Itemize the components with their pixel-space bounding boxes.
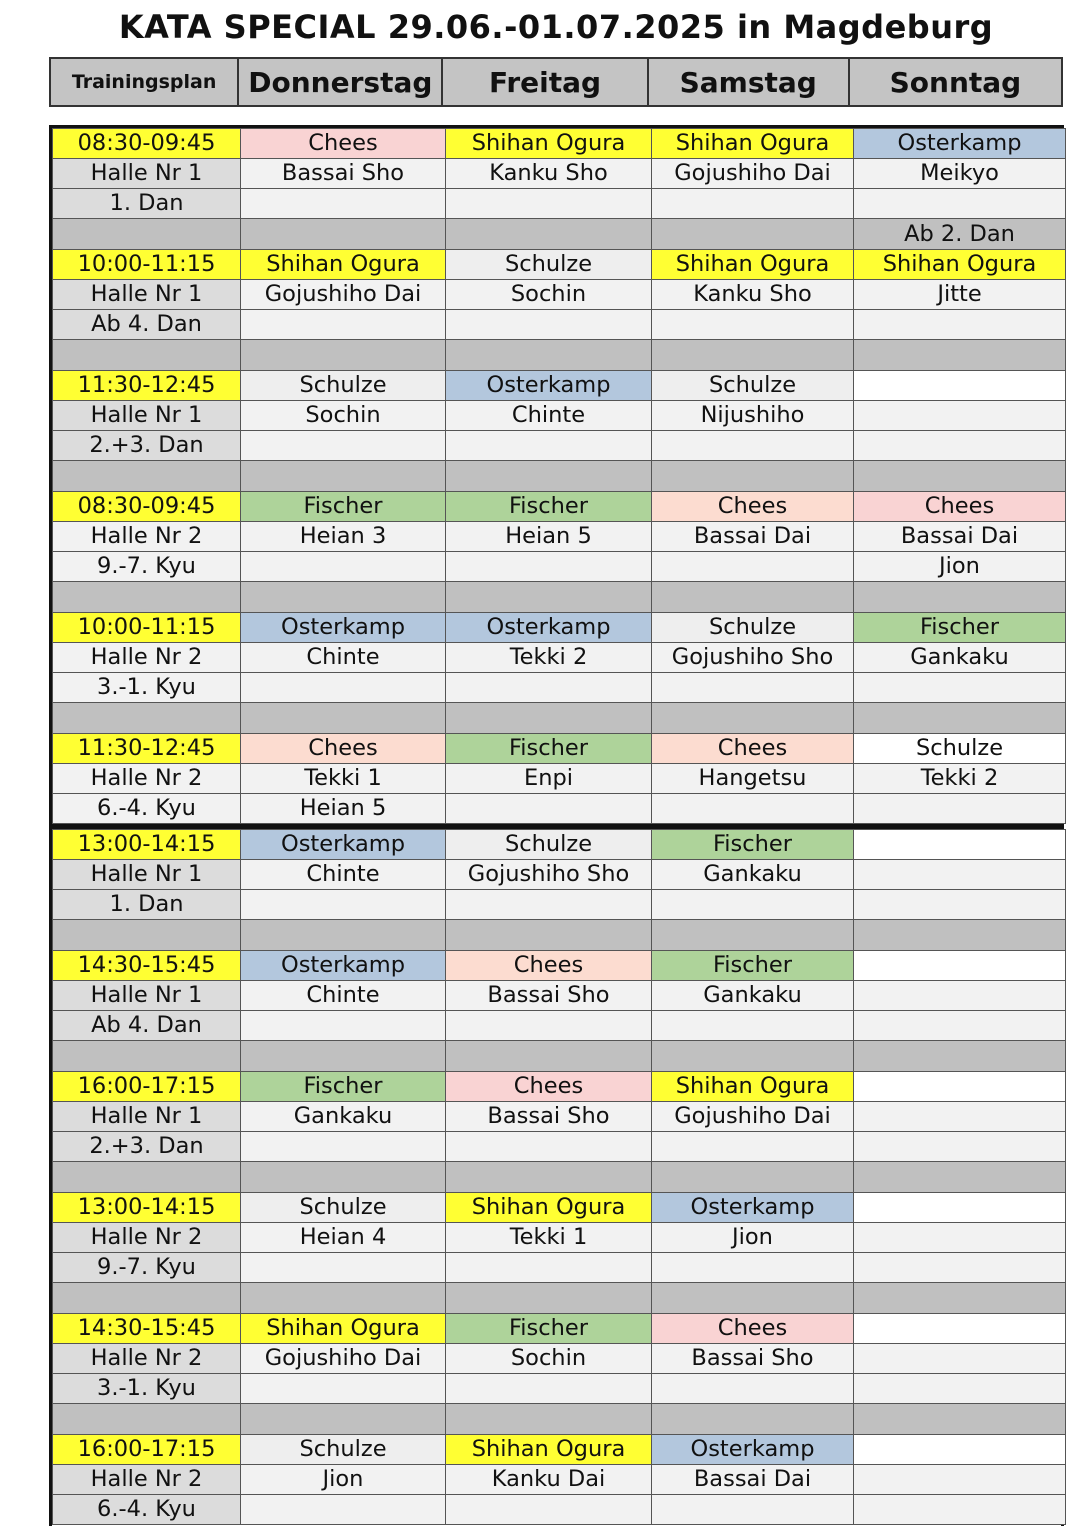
trainer-samstag: Chees <box>652 1314 854 1344</box>
trainer-sonntag <box>854 1314 1066 1344</box>
extra-freitag <box>446 1132 652 1162</box>
trainer-sonntag <box>854 1193 1066 1223</box>
level-label: 2.+3. Dan <box>53 431 241 461</box>
extra-donnerstag: Heian 5 <box>241 794 446 824</box>
trainer-samstag: Osterkamp <box>652 1193 854 1223</box>
kata-sonntag <box>854 981 1066 1011</box>
kata-donnerstag: Tekki 1 <box>241 764 446 794</box>
extra-donnerstag <box>241 1253 446 1283</box>
trainer-sonntag: Fischer <box>854 613 1066 643</box>
separator-row <box>53 340 1066 371</box>
session-trainer-row <box>53 129 1066 159</box>
extra-sonntag <box>854 189 1066 219</box>
level-label: 6.-4. Kyu <box>53 794 241 824</box>
kata-donnerstag: Chinte <box>241 981 446 1011</box>
time-slot: 16:00-17:15 <box>53 1435 241 1465</box>
hall-label: Halle Nr 1 <box>53 159 241 189</box>
trainer-donnerstag: Osterkamp <box>241 951 446 981</box>
trainer-donnerstag: Fischer <box>241 1072 446 1102</box>
kata-samstag: Nijushiho <box>652 401 854 431</box>
extra-samstag <box>652 673 854 703</box>
separator-samstag <box>652 340 854 371</box>
separator-row <box>53 582 1066 613</box>
trainer-samstag: Fischer <box>652 951 854 981</box>
kata-sonntag <box>854 860 1066 890</box>
separator-cell <box>53 703 241 734</box>
level-label: 3.-1. Kyu <box>53 673 241 703</box>
trainer-sonntag <box>854 830 1066 860</box>
extra-samstag <box>652 1011 854 1041</box>
extra-samstag <box>652 794 854 824</box>
extra-sonntag: Jion <box>854 552 1066 582</box>
kata-freitag: Enpi <box>446 764 652 794</box>
trainer-freitag: Shihan Ogura <box>446 1193 652 1223</box>
trainer-samstag: Schulze <box>652 613 854 643</box>
trainer-sonntag: Schulze <box>854 734 1066 764</box>
extra-samstag <box>652 1374 854 1404</box>
separator-freitag <box>446 582 652 613</box>
kata-sonntag: Gankaku <box>854 643 1066 673</box>
separator-row <box>53 1404 1066 1435</box>
time-slot: 08:30-09:45 <box>53 492 241 522</box>
session-level-row <box>53 310 1066 340</box>
session-kata-row <box>53 401 1066 431</box>
session-trainer-row <box>53 1435 1066 1465</box>
extra-samstag <box>652 1132 854 1162</box>
level-label: 6.-4. Kyu <box>53 1495 241 1525</box>
time-slot: 13:00-14:15 <box>53 1193 241 1223</box>
extra-sonntag <box>854 1132 1066 1162</box>
separator-row <box>53 461 1066 492</box>
trainer-samstag: Shihan Ogura <box>652 129 854 159</box>
time-slot: 11:30-12:45 <box>53 734 241 764</box>
hall-label: Halle Nr 1 <box>53 280 241 310</box>
separator-donnerstag <box>241 1162 446 1193</box>
session-level-row <box>53 794 1066 824</box>
separator-cell <box>53 219 241 250</box>
kata-samstag: Gankaku <box>652 981 854 1011</box>
header-donnerstag: Donnerstag <box>239 59 443 105</box>
session-trainer-row <box>53 371 1066 401</box>
separator-sonntag <box>854 461 1066 492</box>
extra-freitag <box>446 1495 652 1525</box>
extra-donnerstag <box>241 1374 446 1404</box>
trainer-samstag: Shihan Ogura <box>652 250 854 280</box>
level-label: 9.-7. Kyu <box>53 552 241 582</box>
separator-cell <box>53 461 241 492</box>
extra-sonntag <box>854 1011 1066 1041</box>
kata-sonntag <box>854 1465 1066 1495</box>
extra-sonntag <box>854 794 1066 824</box>
separator-donnerstag <box>241 1283 446 1314</box>
separator-donnerstag <box>241 582 446 613</box>
kata-samstag: Jion <box>652 1223 854 1253</box>
session-trainer-row <box>53 1314 1066 1344</box>
trainer-freitag: Fischer <box>446 1314 652 1344</box>
kata-freitag: Heian 5 <box>446 522 652 552</box>
extra-samstag <box>652 1253 854 1283</box>
trainer-freitag: Shihan Ogura <box>446 1435 652 1465</box>
extra-freitag <box>446 552 652 582</box>
session-level-row <box>53 1495 1066 1525</box>
hall-label: Halle Nr 1 <box>53 401 241 431</box>
extra-samstag <box>652 310 854 340</box>
separator-samstag <box>652 920 854 951</box>
session-trainer-row <box>53 951 1066 981</box>
extra-donnerstag <box>241 431 446 461</box>
extra-sonntag <box>854 890 1066 920</box>
extra-freitag <box>446 1011 652 1041</box>
trainer-freitag: Chees <box>446 1072 652 1102</box>
kata-freitag: Tekki 1 <box>446 1223 652 1253</box>
kata-donnerstag: Heian 3 <box>241 522 446 552</box>
kata-sonntag: Tekki 2 <box>854 764 1066 794</box>
hall-label: Halle Nr 2 <box>53 1344 241 1374</box>
session-trainer-row <box>53 613 1066 643</box>
hall-label: Halle Nr 1 <box>53 981 241 1011</box>
session-kata-row <box>53 1344 1066 1374</box>
extra-freitag <box>446 890 652 920</box>
extra-freitag <box>446 794 652 824</box>
trainer-donnerstag: Fischer <box>241 492 446 522</box>
level-label: 9.-7. Kyu <box>53 1253 241 1283</box>
level-label: 1. Dan <box>53 890 241 920</box>
kata-donnerstag: Jion <box>241 1465 446 1495</box>
session-level-row <box>53 552 1066 582</box>
separator-freitag <box>446 1283 652 1314</box>
kata-samstag: Gojushiho Sho <box>652 643 854 673</box>
session-kata-row <box>53 643 1066 673</box>
extra-sonntag <box>854 1374 1066 1404</box>
time-slot: 14:30-15:45 <box>53 1314 241 1344</box>
separator-donnerstag <box>241 703 446 734</box>
separator-row <box>53 1162 1066 1193</box>
separator-samstag <box>652 219 854 250</box>
session-kata-row <box>53 1102 1066 1132</box>
session-kata-row <box>53 1223 1066 1253</box>
trainer-sonntag: Shihan Ogura <box>854 250 1066 280</box>
extra-donnerstag <box>241 1132 446 1162</box>
kata-donnerstag: Gankaku <box>241 1102 446 1132</box>
separator-row <box>53 1041 1066 1072</box>
session-trainer-row <box>53 830 1066 860</box>
session-level-row <box>53 1132 1066 1162</box>
separator-row <box>53 219 1066 250</box>
separator-donnerstag <box>241 219 446 250</box>
extra-donnerstag <box>241 1011 446 1041</box>
session-level-row <box>53 1374 1066 1404</box>
session-level-row <box>53 673 1066 703</box>
extra-sonntag <box>854 1253 1066 1283</box>
kata-sonntag: Meikyo <box>854 159 1066 189</box>
kata-samstag: Bassai Dai <box>652 522 854 552</box>
trainer-donnerstag: Chees <box>241 129 446 159</box>
session-trainer-row <box>53 250 1066 280</box>
page-title: KATA SPECIAL 29.06.-01.07.2025 in Magdeburg <box>118 8 994 46</box>
separator-row <box>53 920 1066 951</box>
trainer-donnerstag: Schulze <box>241 1193 446 1223</box>
kata-donnerstag: Chinte <box>241 643 446 673</box>
hall-label: Halle Nr 1 <box>53 1102 241 1132</box>
separator-sonntag <box>854 1404 1066 1435</box>
extra-sonntag <box>854 1495 1066 1525</box>
separator-samstag <box>652 1162 854 1193</box>
separator-donnerstag <box>241 1041 446 1072</box>
separator-row <box>53 703 1066 734</box>
extra-sonntag <box>854 673 1066 703</box>
extra-sonntag <box>854 431 1066 461</box>
session-kata-row <box>53 280 1066 310</box>
level-label: 1. Dan <box>53 189 241 219</box>
kata-sonntag <box>854 1344 1066 1374</box>
kata-freitag: Gojushiho Sho <box>446 860 652 890</box>
hall-label: Halle Nr 2 <box>53 522 241 552</box>
level-label: 3.-1. Kyu <box>53 1374 241 1404</box>
extra-donnerstag <box>241 890 446 920</box>
kata-donnerstag: Heian 4 <box>241 1223 446 1253</box>
trainer-donnerstag: Schulze <box>241 1435 446 1465</box>
kata-donnerstag: Sochin <box>241 401 446 431</box>
kata-samstag: Gojushiho Dai <box>652 159 854 189</box>
header-sonntag: Sonntag <box>889 65 1022 99</box>
session-kata-row <box>53 522 1066 552</box>
trainer-samstag: Chees <box>652 734 854 764</box>
separator-samstag <box>652 1283 854 1314</box>
kata-freitag: Sochin <box>446 1344 652 1374</box>
separator-samstag <box>652 461 854 492</box>
session-trainer-row <box>53 734 1066 764</box>
kata-freitag: Sochin <box>446 280 652 310</box>
kata-donnerstag: Gojushiho Dai <box>241 1344 446 1374</box>
separator-freitag <box>446 1404 652 1435</box>
extra-freitag <box>446 189 652 219</box>
header-samstag: Samstag <box>649 59 850 105</box>
separator-freitag <box>446 461 652 492</box>
extra-freitag <box>446 673 652 703</box>
session-kata-row <box>53 764 1066 794</box>
level-label: 2.+3. Dan <box>53 1132 241 1162</box>
time-slot: 08:30-09:45 <box>53 129 241 159</box>
separator-samstag <box>652 582 854 613</box>
kata-donnerstag: Bassai Sho <box>241 159 446 189</box>
extra-samstag <box>652 431 854 461</box>
kata-sonntag: Jitte <box>854 280 1066 310</box>
separator-cell <box>53 1162 241 1193</box>
kata-samstag: Bassai Dai <box>652 1465 854 1495</box>
separator-donnerstag <box>241 1404 446 1435</box>
kata-sonntag: Bassai Dai <box>854 522 1066 552</box>
trainer-sonntag: Osterkamp <box>854 129 1066 159</box>
trainer-donnerstag: Shihan Ogura <box>241 1314 446 1344</box>
hall-label: Halle Nr 2 <box>53 1223 241 1253</box>
session-kata-row <box>53 1465 1066 1495</box>
trainer-donnerstag: Shihan Ogura <box>241 250 446 280</box>
schedule-block-morning <box>49 125 1064 827</box>
extra-donnerstag <box>241 1495 446 1525</box>
kata-freitag: Kanku Sho <box>446 159 652 189</box>
separator-donnerstag <box>241 461 446 492</box>
separator-freitag <box>446 920 652 951</box>
time-slot: 14:30-15:45 <box>53 951 241 981</box>
trainer-samstag: Chees <box>652 492 854 522</box>
separator-samstag <box>652 1404 854 1435</box>
trainer-freitag: Schulze <box>446 250 652 280</box>
kata-samstag: Kanku Sho <box>652 280 854 310</box>
extra-freitag <box>446 431 652 461</box>
separator-donnerstag <box>241 340 446 371</box>
trainer-sonntag: Chees <box>854 492 1066 522</box>
trainer-samstag: Schulze <box>652 371 854 401</box>
session-level-row <box>53 431 1066 461</box>
session-trainer-row <box>53 1193 1066 1223</box>
separator-freitag <box>446 703 652 734</box>
kata-freitag: Kanku Dai <box>446 1465 652 1495</box>
trainer-sonntag <box>854 1072 1066 1102</box>
schedule-block-afternoon <box>49 826 1064 1526</box>
time-slot: 10:00-11:15 <box>53 613 241 643</box>
separator-freitag <box>446 219 652 250</box>
trainer-freitag: Fischer <box>446 734 652 764</box>
trainer-freitag: Osterkamp <box>446 613 652 643</box>
session-level-row <box>53 890 1066 920</box>
separator-sonntag <box>854 1041 1066 1072</box>
trainer-freitag: Fischer <box>446 492 652 522</box>
trainer-freitag: Schulze <box>446 830 652 860</box>
extra-sonntag <box>854 310 1066 340</box>
separator-sonntag: Ab 2. Dan <box>854 219 1066 250</box>
extra-freitag <box>446 1253 652 1283</box>
separator-sonntag <box>854 1283 1066 1314</box>
time-slot: 11:30-12:45 <box>53 371 241 401</box>
time-slot: 13:00-14:15 <box>53 830 241 860</box>
extra-samstag <box>652 552 854 582</box>
hall-label: Halle Nr 2 <box>53 643 241 673</box>
separator-sonntag <box>854 920 1066 951</box>
kata-samstag: Gojushiho Dai <box>652 1102 854 1132</box>
kata-freitag: Tekki 2 <box>446 643 652 673</box>
session-level-row <box>53 1253 1066 1283</box>
separator-sonntag <box>854 703 1066 734</box>
separator-freitag <box>446 1162 652 1193</box>
separator-cell <box>53 1404 241 1435</box>
session-trainer-row <box>53 1072 1066 1102</box>
extra-donnerstag <box>241 673 446 703</box>
extra-samstag <box>652 189 854 219</box>
separator-row <box>53 1283 1066 1314</box>
hall-label: Halle Nr 2 <box>53 764 241 794</box>
trainer-donnerstag: Osterkamp <box>241 613 446 643</box>
trainer-sonntag <box>854 371 1066 401</box>
kata-freitag: Chinte <box>446 401 652 431</box>
extra-donnerstag <box>241 189 446 219</box>
extra-freitag <box>446 310 652 340</box>
separator-freitag <box>446 340 652 371</box>
time-slot: 10:00-11:15 <box>53 250 241 280</box>
extra-donnerstag <box>241 310 446 340</box>
kata-samstag: Bassai Sho <box>652 1344 854 1374</box>
kata-freitag: Bassai Sho <box>446 981 652 1011</box>
trainer-freitag: Chees <box>446 951 652 981</box>
kata-freitag: Bassai Sho <box>446 1102 652 1132</box>
session-kata-row <box>53 159 1066 189</box>
session-level-row <box>53 189 1066 219</box>
trainer-sonntag <box>854 1435 1066 1465</box>
hall-label: Halle Nr 2 <box>53 1465 241 1495</box>
kata-sonntag <box>854 1223 1066 1253</box>
kata-donnerstag: Gojushiho Dai <box>241 280 446 310</box>
extra-freitag <box>446 1374 652 1404</box>
separator-sonntag <box>854 582 1066 613</box>
separator-sonntag <box>854 340 1066 371</box>
separator-samstag <box>652 703 854 734</box>
separator-cell <box>53 340 241 371</box>
kata-samstag: Gankaku <box>652 860 854 890</box>
separator-cell <box>53 582 241 613</box>
separator-donnerstag <box>241 920 446 951</box>
trainer-donnerstag: Osterkamp <box>241 830 446 860</box>
header-trainingsplan: Trainingsplan <box>51 59 239 105</box>
session-trainer-row <box>53 492 1066 522</box>
header-freitag: Freitag <box>443 59 648 105</box>
trainer-freitag: Shihan Ogura <box>446 129 652 159</box>
separator-sonntag <box>854 1162 1066 1193</box>
kata-sonntag <box>854 401 1066 431</box>
separator-freitag <box>446 1041 652 1072</box>
level-label: Ab 4. Dan <box>53 1011 241 1041</box>
separator-cell <box>53 920 241 951</box>
extra-samstag <box>652 890 854 920</box>
kata-sonntag <box>854 1102 1066 1132</box>
separator-samstag <box>652 1041 854 1072</box>
session-level-row <box>53 1011 1066 1041</box>
trainer-samstag: Fischer <box>652 830 854 860</box>
trainer-freitag: Osterkamp <box>446 371 652 401</box>
schedule-header <box>49 57 1063 107</box>
kata-donnerstag: Chinte <box>241 860 446 890</box>
trainer-samstag: Osterkamp <box>652 1435 854 1465</box>
trainer-donnerstag: Chees <box>241 734 446 764</box>
level-label: Ab 4. Dan <box>53 310 241 340</box>
session-kata-row <box>53 860 1066 890</box>
trainer-samstag: Shihan Ogura <box>652 1072 854 1102</box>
extra-samstag <box>652 1495 854 1525</box>
time-slot: 16:00-17:15 <box>53 1072 241 1102</box>
trainer-sonntag <box>854 951 1066 981</box>
separator-cell <box>53 1041 241 1072</box>
extra-donnerstag <box>241 552 446 582</box>
session-kata-row <box>53 981 1066 1011</box>
hall-label: Halle Nr 1 <box>53 860 241 890</box>
trainer-donnerstag: Schulze <box>241 371 446 401</box>
separator-cell <box>53 1283 241 1314</box>
kata-samstag: Hangetsu <box>652 764 854 794</box>
